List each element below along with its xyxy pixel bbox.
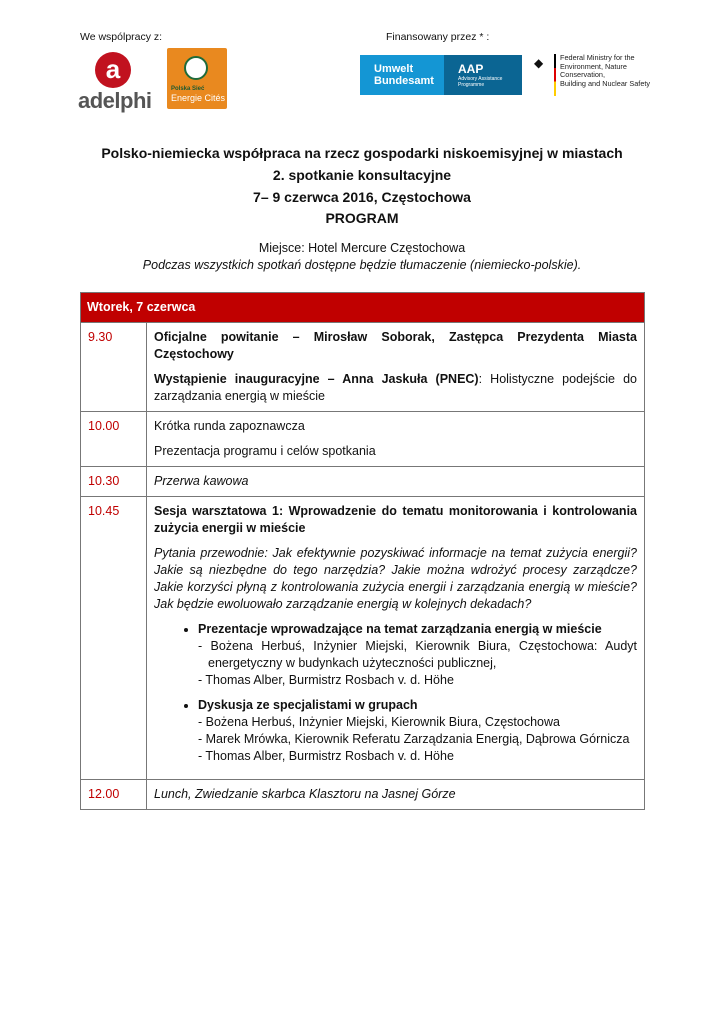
table-row xyxy=(81,497,645,780)
time: 12.00 xyxy=(81,780,147,810)
bmub-logo: ◆ Federal Ministry for the Environment, Nature Conservation, Building and Nuclear Safety xyxy=(534,54,664,96)
time: 10.45 xyxy=(81,497,147,780)
energie-cites-logo: Polska Sieć Energie Cités xyxy=(167,48,227,109)
time: 9.30 xyxy=(81,323,147,412)
venue: Miejsce: Hotel Mercure Częstochowa xyxy=(258,241,466,255)
title-line2: 2. spotkanie konsultacyjne xyxy=(272,167,452,183)
list-item: • Dyskusja ze specjalistami w grupach - Bożena Herbuś, Inżynier Miejski, Kierownik Biura, Częstochowa - Marek Mrówka, Kierownik Referatu Zarządzania Energią, Dąbrowa Górnicza - Thomas Alber, Burmistrz Rosbach v. d. Höhe xyxy=(198,697,637,765)
adelphi-logo: a adelphi xyxy=(78,54,152,113)
title-line3: 7– 9 czerwca 2016, Częstochowa xyxy=(253,189,471,205)
table-row: 9.30 Oficjalne powitanie – Mirosław Soborak, Zastępca Prezydenta Miasta Częstochowy Wystąpienie inauguracyjne – Anna Jaskuła (PNEC): Holistyczne podejście do zarządzania energią w mieście xyxy=(81,323,645,412)
program-table xyxy=(80,292,645,810)
list-item: • Prezentacje wprowadzające na temat zarządzania energią w mieście - Bożena Herbuś, Inżynier Miejski, Kierownik Biura, Częstochowa: Audyt energetyczny w budynkach użyteczności publicznej, - Thomas Alber, Burmistrz Rosbach v. d. Höhe xyxy=(198,621,637,689)
table-row: 10.30 Przerwa kawowa xyxy=(81,467,645,497)
translation-note: Podczas wszystkich spotkań dostępne będzie tłumaczenie (niemiecko-polskie). xyxy=(142,258,582,272)
day-header: Wtorek, 7 czerwca xyxy=(81,293,645,323)
session-title: Sesja warsztatowa 1: Wprowadzenie do tematu monitorowania i kontrolowania zużycia energii w mieście xyxy=(154,504,637,535)
eagle-icon: ◆ xyxy=(534,56,544,70)
funded-label: Finansowany przez * : xyxy=(386,31,490,43)
title-line1: Polsko-niemiecka współpraca na rzecz gospodarki niskoemisyjnej w miastach xyxy=(101,145,623,161)
umweltbundesamt-aap-logo: Umwelt Bundesamt AAP Advisory Assistance Programme xyxy=(360,55,522,95)
time: 10.00 xyxy=(81,412,147,467)
table-row: 10.00 Krótka runda zapoznawcza Prezentacja programu i celów spotkania xyxy=(81,412,645,467)
table-row: 12.00 Lunch, Zwiedzanie skarbca Klasztoru na Jasnej Górze xyxy=(81,780,645,810)
guiding-questions: Pytania przewodnie: Jak efektywnie pozyskiwać informacje na temat zużycia energii? Jakie są niezbędne do tego narzędzia? Jakie można wdrożyć procesy zarządcze? Jakie korzyści płyną z kontrolowania zużycia energii i zarządzania energią w mieście? Jak będzie ewoluowało zarządzanie energią w kolejnych dekadach? xyxy=(154,546,637,611)
partners-label: We wspólpracy z: xyxy=(80,31,163,43)
time: 10.30 xyxy=(81,467,147,497)
title-program: PROGRAM xyxy=(325,210,399,226)
